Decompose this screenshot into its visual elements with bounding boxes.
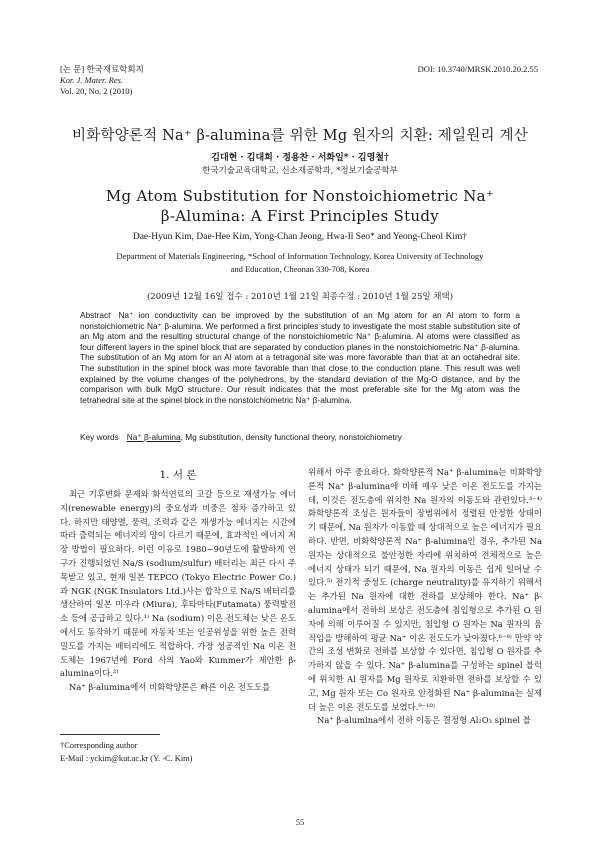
keyword-first: Na⁺ β-alumina — [126, 432, 181, 442]
left-column — [60, 466, 296, 695]
footnote-divider — [60, 734, 160, 735]
paragraph: 최근 기후변화 문제와 화석연료의 고갈 등으로 재생가능 에너지(renewable energy)의 중요성과 비중은 점차 증가하고 있다. 하지만 태양열, 풍력, 조력과 같은 재생가능 에너지는 시간에 따라 출력되는 에너지의 양이 다르기 때문에, 효과적인 에너지 저장 방법이 필요하다. 이런 이유로 1980~90년도에 활발하게 연구가 진행되었던 Na/S (sodium/sulfur) 배터리는 최근 다시 주목받고 있고, 현재 일본 TEPCO (Tokyo Electric Power Co.)과 NGK (NGK Insulators Ltd.)사는 합작으로 Na/S 배터리를 생산하여 일본 미우라 (Miura), 후타마타(Futamata) 풍력발전소 등에 공급하고 있다.¹⁾ Na (sodium) 이온 전도체는 낮은 온도에서도 동작하기 때문에 자동차 또는 인공위성을 위한 높은 전력 밀도를 가지는 배터리에도 적합하다. 가장 성공적인 Na 이온 전도체는 1967년에 Ford 사의 Yao와 Kummer가 제안한 β-alumina이다.²⁾ — [60, 489, 296, 679]
journal-name-en: Kor. J. Mater. Res. — [60, 75, 124, 85]
title-english-line1: Mg Atom Substitution for Nonstoichiometric Na⁺ — [105, 187, 495, 205]
title-english — [0, 186, 600, 226]
corresponding-author: †Corresponding author — [60, 741, 138, 750]
doi: DOI: 10.3740/MRSK.2010.20.2.55 — [417, 64, 538, 74]
title-korean: 비화학양론적 Na⁺ β-alumina를 위한 Mg 원자의 치환: 제일원리 계산 — [72, 128, 528, 144]
authors-korean: 김대현 · 김대희 · 정용찬 · 서화일* · 김영철† — [211, 153, 389, 163]
affiliation-english-line1: Department of Materials Engineering, *School of Information Technology, Korea University of Technology — [116, 251, 484, 261]
abstract-label: Abstract — [80, 310, 111, 320]
footnote — [60, 740, 192, 765]
paragraph: Na⁺ β-alumina에서 전하 이동은 결정형 Al₂O₃ spinel 블 — [317, 715, 531, 726]
abstract — [80, 310, 520, 405]
received-dates: (2009년 12월 16일 접수 : 2010년 1월 21일 최종수정 : 2010년 1월 25일 채택) — [146, 292, 454, 302]
author-email: E-Mail : yckim@kut.ac.kr (Y. -C. Kim) — [60, 753, 193, 763]
authors-english: Dae-Hyun Kim, Dae-Hee Kim, Yong-Chan Jeong, Hwa-Il Seo* and Yeong-Cheol Kim† — [132, 232, 468, 242]
keywords-label: Key words — [80, 432, 119, 442]
page-number: 55 — [295, 817, 305, 827]
section-title-introduction: 1. 서 론 — [159, 469, 197, 481]
paragraph: 위해서 아주 중요하다. 화학양론적 Na⁺ β-alumina는 비화학양론적 Na⁺ β-alumina에 비해 매우 낮은 이온 전도도를 가지는데, 이것은 전도층에 위치한 Na 원자의 이동도와 관련있다.³⁻⁴⁾ 화학양론적 조성은 원자들이 장범위에서 정렬된 안정한 상태이기 때문에, Na 원자가 이동할 때 상대적으로 높은 에너지가 필요하다. 반면, 비화학양론적 Na⁺ β-alumina인 경우, 추가된 Na 원자는 상대적으로 불안정한 자리에 위치하여 전체적으로 높은 에너지 상태가 되기 때문에, Na 원자의 이동은 쉽게 일어날 수 있다.⁵⁾ 전기적 중성도 (charge neutrality)를 유지하기 위해서는 추가된 Na 원자에 대한 전하를 보상해야 한다. Na⁺ β-alumina에서 전하의 보상은 전도층에 침입형으로 추가된 O 원자에 의해 이루어질 수 있지만, 침입형 O 원자는 Na 원자의 움직임을 방해하여 평균 Na⁺ 이온 전도도가 낮아졌다.⁶⁻⁸⁾ 만약 약간의 조성 변화로 전하를 보상할 수 있다면, 침입형 O 원자를 추가하지 않을 수 있다. Na⁺ β-alumina를 구성하는 spinel 블럭에 위치한 Al 원자를 Mg 원자로 치환하면 전하를 보상할 수 있고, Mg 원자 또는 Co 원자로 안정화된 Na⁺ β-alumina는 실제 더 높은 이온 전도도를 보였다.⁹⁻¹⁰⁾ — [308, 467, 542, 712]
right-column — [308, 466, 542, 728]
keywords-rest: , Mg substitution, density functional theory, nonstoichiometry — [180, 432, 402, 442]
journal-volume: Vol. 20, No. 2 (2010) — [60, 86, 133, 96]
affiliation-english-line2: and Education, Cheonan 330-708, Korea — [230, 264, 370, 274]
title-english-line2: β-Alumina: A First Principles Study — [160, 207, 440, 225]
journal-header — [60, 64, 144, 97]
paragraph: Na⁺ β-alumina에서 비화학양론은 빠른 이온 전도도를 — [69, 682, 271, 693]
affiliation-english — [60, 250, 540, 276]
journal-name-kr: [논 문] 한국재료학회지 — [60, 64, 144, 74]
keywords — [80, 432, 520, 442]
abstract-text: Na⁺ ion conductivity can be improved by the substitution of an Mg atom for an Al atom to form a nonstoichiometric Na⁺ β-alumina. We performed a first principles study to investigate the most stable substitution site of an Mg atom and the resulting structural change of the nonstoichiometric Na⁺ β-alumina. Al atoms were classified as four different layers in the spinel block that are separated by conduction planes in the nonstoichiometric Na⁺ β-alumina. The substitution of an Mg atom for an Al atom at a tetragonal site was more favorable than that at an octahedral site. The substitution in the spinel block was more favorable than that close to the conduction plane. This result was well explained by the volume changes of the polyhedrons, by the standard deviation of the Mg-O distance, and by the comparison with bulk MgO structure. Our result indicates that the most preferable site for the Mg atom was the tetrahedral site at the spinel block in the nonstoichiometric Na⁺ β-alumina. — [80, 310, 520, 405]
affiliation-korean: 한국기술교육대학교, 신소재공학과, *정보기술공학부 — [202, 166, 398, 176]
